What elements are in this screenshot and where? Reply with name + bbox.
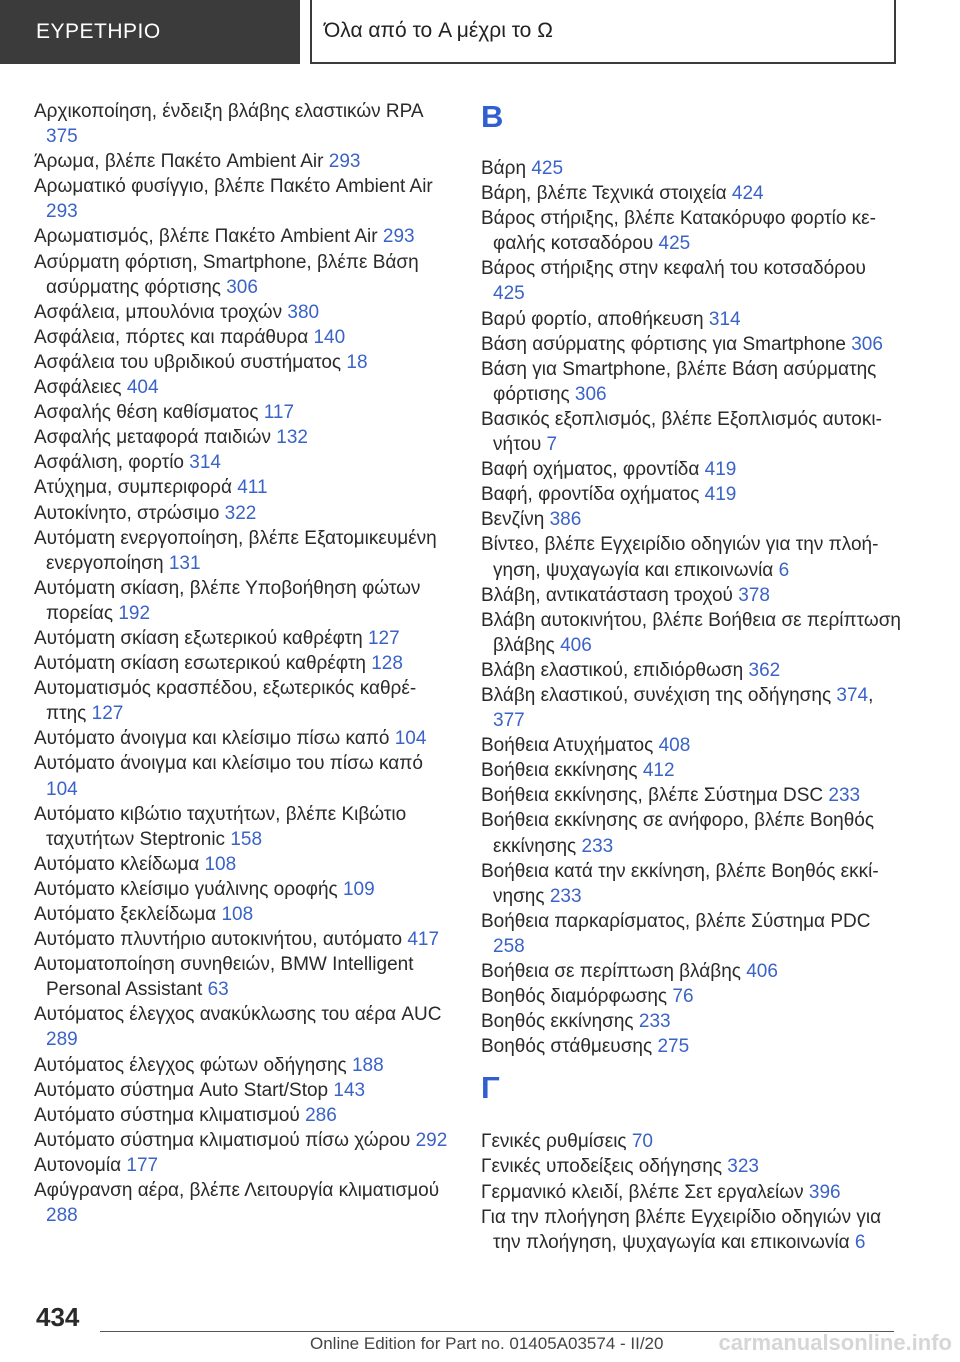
- index-entry: [481, 307, 901, 332]
- entry-term: Βαρύ φορτίο, αποθήκευση: [481, 308, 704, 330]
- page-reference-link[interactable]: 306: [851, 333, 883, 355]
- page-reference-link[interactable]: 109: [342, 878, 375, 900]
- index-entry: [34, 501, 450, 526]
- page-reference-link[interactable]: 412: [642, 760, 675, 782]
- index-entry: [481, 1009, 901, 1034]
- entry-term: Αυτόματο ξεκλείδωμα: [34, 904, 217, 925]
- page-reference-link[interactable]: 108: [204, 853, 237, 875]
- page-reference-link[interactable]: 362: [748, 659, 781, 681]
- entry-term: Αυτόματο κλείσιμο γυάλινης οροφής: [34, 878, 338, 900]
- page-reference-link[interactable]: 63: [207, 979, 229, 1001]
- entry-term: Αυτοματοποίηση συνηθειών, BMW Intelligent Personal Assistant: [34, 954, 414, 1001]
- index-entry: [481, 783, 901, 808]
- index-entry: [34, 475, 450, 500]
- index-entry: [34, 952, 450, 1002]
- entry-term: Γενικές υποδείξεις οδήγησης: [481, 1156, 722, 1178]
- index-entry: [34, 99, 450, 149]
- entry-term: Ασύρματη φόρτιση, Smartphone, βλέπε Βάση ασύρματης φόρτισης: [34, 251, 419, 298]
- section-tab: ΕΥΡΕΤΗΡΙΟ: [0, 0, 300, 64]
- entry-term: Βενζίνη: [481, 509, 545, 531]
- page-reference-link[interactable]: 377: [493, 710, 525, 732]
- entry-term: Βοήθεια κατά την εκκίνηση, βλέπε Βοηθός εκκίνησης: [481, 860, 879, 907]
- page-reference-link[interactable]: 411: [237, 477, 268, 499]
- page-reference-link[interactable]: 108: [221, 904, 254, 925]
- entry-term: Για την πλοήγηση βλέπε Εγχειρίδιο οδηγιών για την πλοήγηση, ψυχαγωγία και επικοινωνία: [481, 1206, 882, 1253]
- entry-term: Βασικός εξοπλισμός, βλέπε Εξοπλισμός αυτοκινήτου: [481, 408, 882, 456]
- index-entry: [481, 1034, 901, 1059]
- index-entry: [34, 802, 450, 852]
- index-entry: [481, 808, 901, 858]
- page-reference-link[interactable]: 417: [407, 929, 440, 951]
- entry-term: Αρωματικό φυσίγγιο, βλέπε Πακέτο Ambient Air: [34, 176, 433, 198]
- entry-term: Αφύγρανση αέρα, βλέπε Λειτουργία κλιματισμού: [34, 1180, 440, 1202]
- entry-term: Ασφάλεια, μπουλόνια τροχών: [34, 301, 283, 323]
- index-entry: [481, 859, 901, 909]
- page-reference-link[interactable]: 127: [91, 703, 124, 725]
- index-entry: [34, 325, 450, 350]
- index-entry: [34, 1103, 450, 1128]
- page-reference-link[interactable]: 293: [46, 201, 78, 223]
- index-entry: [481, 206, 901, 256]
- index-entry: [481, 758, 901, 783]
- index-entry: [34, 651, 450, 676]
- page-reference-link[interactable]: 233: [828, 785, 861, 807]
- entry-term: Βοήθεια εκκίνησης, βλέπε Σύστημα DSC: [481, 785, 824, 807]
- entry-term: Ασφάλιση, φορτίο: [34, 452, 184, 474]
- index-entry: [34, 1128, 450, 1153]
- page-reference-link[interactable]: 380: [287, 301, 320, 323]
- page-reference-link[interactable]: 378: [738, 584, 770, 606]
- entry-term: Ασφάλειες: [34, 377, 122, 399]
- index-entry: [34, 174, 450, 224]
- index-entry: [481, 407, 901, 457]
- entry-term: Βοήθεια Ατυχήματος: [481, 735, 654, 757]
- page-reference-link[interactable]: 128: [371, 653, 403, 675]
- entry-term: Βλάβη ελαστικού, επιδιόρθωση: [481, 659, 744, 681]
- page-reference-link[interactable]: 419: [704, 484, 737, 506]
- index-entry: [481, 733, 901, 758]
- entry-term: Βάρη: [481, 158, 527, 179]
- page-reference-link[interactable]: 424: [731, 183, 764, 205]
- page-reference-link[interactable]: 104: [46, 778, 78, 800]
- entry-term: Γενικές ρυθμίσεις: [481, 1131, 627, 1153]
- page-reference-link[interactable]: 7: [546, 434, 558, 456]
- index-entry: [481, 532, 901, 582]
- entry-term: Βλάβη, αντικατάσταση τροχού: [481, 584, 733, 606]
- entry-term: Αυτόματο κλείδωμα: [34, 853, 200, 875]
- entry-term: Αυτόματη σκίαση εξωτερικού καθρέφτη: [34, 627, 363, 649]
- page-reference-link[interactable]: 131: [168, 552, 201, 574]
- entry-term: Ασφάλεια, πόρτες και παράθυρα: [34, 326, 309, 348]
- entry-term: Αυτόματο σύστημα κλιματισμού: [34, 1104, 300, 1126]
- entry-term: Βίντεο, βλέπε Εγχειρίδιο οδηγιών για την πλοήγηση, ψυχαγωγία και επικοινωνία: [481, 534, 879, 581]
- page-reference-link[interactable]: 117: [263, 402, 295, 424]
- index-entry: Βλάβη ελαστικού, συνέχιση της οδήγησης 374, 377: [481, 684, 874, 732]
- entry-term: Βλάβη ελαστικού, συνέχιση της οδήγησης: [481, 684, 832, 706]
- page-reference-link[interactable]: 76: [672, 986, 694, 1008]
- entry-term: Αυτόματο σύστημα Auto Start/Stop: [34, 1079, 329, 1101]
- page-reference-link[interactable]: 408: [658, 735, 691, 757]
- entry-term: Άρωμα, βλέπε Πακέτο Ambient Air: [34, 151, 324, 173]
- page-reference-link[interactable]: 306: [574, 383, 607, 405]
- index-column-left: [34, 99, 450, 1228]
- entry-term: Αυτόματο άνοιγμα και κλείσιμο πίσω καπό: [34, 728, 390, 750]
- section-letter: B: [481, 99, 504, 134]
- page-reference-link[interactable]: 419: [704, 459, 737, 481]
- page-reference-link[interactable]: 425: [493, 283, 525, 305]
- page-reference-link[interactable]: 18: [346, 351, 368, 373]
- entry-term: Ασφάλεια του υβριδικού συστήματος: [34, 351, 342, 373]
- page-reference-link[interactable]: 177: [126, 1154, 159, 1176]
- entry-term: Ασφαλής θέση καθίσματος: [34, 402, 259, 424]
- page-reference-link[interactable]: 293: [328, 151, 361, 173]
- watermark-text: carmanualsonline.info: [718, 1330, 952, 1355]
- page-reference-link[interactable]: 404: [126, 377, 159, 399]
- page-reference-link[interactable]: 132: [276, 427, 308, 449]
- page-reference-link[interactable]: 323: [727, 1156, 759, 1178]
- page-reference-link[interactable]: 406: [560, 634, 592, 656]
- entry-term: Βάση για Smartphone, βλέπε Βάση ασύρματης φόρτισης: [481, 358, 877, 405]
- index-entry: [481, 1205, 901, 1255]
- entry-term: Ασφαλής μεταφορά παιδιών: [34, 427, 271, 449]
- index-entry: [34, 726, 450, 751]
- entry-term: Αρχικοποίηση, ένδειξη βλάβης ελαστικών RPA: [34, 101, 423, 122]
- entry-term: Βοήθεια παρκαρίσματος, βλέπε Σύστημα PDC: [481, 910, 871, 932]
- page-reference-link[interactable]: 292: [415, 1129, 448, 1151]
- page-reference-link[interactable]: 6: [854, 1231, 866, 1253]
- index-entry: [34, 576, 450, 626]
- index-entry: [34, 425, 450, 450]
- index-entry: [481, 482, 901, 507]
- page-reference-link[interactable]: 70: [631, 1131, 653, 1153]
- index-entry: [34, 877, 450, 902]
- entry-term: Αυτόματο κιβώτιο ταχυτήτων, βλέπε Κιβώτιο ταχυτήτων Steptronic: [34, 803, 407, 850]
- entry-term: Βοήθεια εκκίνησης: [481, 760, 638, 782]
- index-entry: [34, 250, 450, 300]
- entry-term: Αυτοματισμός κρασπέδου, εξωτερικός καθρέπτης: [34, 678, 417, 725]
- index-entry: [34, 1178, 450, 1228]
- entry-term: Βάρη, βλέπε Τεχνικά στοιχεία: [481, 183, 727, 205]
- entry-term: Βοήθεια σε περίπτωση βλάβης: [481, 961, 741, 982]
- page-reference-link[interactable]: 306: [226, 276, 258, 298]
- index-entry: [34, 224, 450, 249]
- page-reference-link[interactable]: 374: [836, 684, 869, 706]
- page-reference-link[interactable]: 158: [230, 828, 263, 850]
- entry-term: Βαφή οχήματος, φροντίδα: [481, 459, 700, 481]
- entry-term: Βοηθός διαμόρφωσης: [481, 986, 668, 1008]
- page-reference-link[interactable]: 425: [531, 158, 564, 179]
- entry-term: Αυτόματη σκίαση, βλέπε Υποβοήθηση φώτων πορείας: [34, 577, 421, 624]
- entry-term: Αυτόματο άνοιγμα και κλείσιμο του πίσω καπό: [34, 753, 423, 775]
- index-entry: [481, 332, 901, 357]
- entry-term: Αυτόματος έλεγχος φώτων οδήγησης: [34, 1054, 347, 1076]
- header-title: Όλα από το A μέχρι το Ω: [310, 0, 896, 64]
- entry-term: Αρωματισμός, βλέπε Πακέτο Ambient Air: [34, 226, 378, 248]
- section-letter: Γ: [481, 1070, 500, 1106]
- entry-term: Αυτόματο πλυντήριο αυτοκινήτου, αυτόματο: [34, 929, 403, 951]
- page-reference-link[interactable]: 314: [708, 308, 741, 330]
- index-entry: [481, 156, 901, 181]
- page-header: [0, 0, 960, 64]
- entry-term: Βοήθεια εκκίνησης σε ανήφορο, βλέπε Βοηθός εκκίνησης: [481, 810, 875, 857]
- index-entry: [481, 1180, 901, 1205]
- index-entry: [34, 626, 450, 651]
- entry-term: Αυτόματη σκίαση εσωτερικού καθρέφτη: [34, 653, 366, 675]
- entry-term: Αυτόματη ενεργοποίηση, βλέπε Εξατομικευμένη ενεργοποίηση: [34, 527, 437, 574]
- page-reference-link[interactable]: 258: [493, 935, 525, 957]
- page-reference-link[interactable]: 386: [549, 509, 582, 531]
- index-entry: [34, 149, 450, 174]
- page-reference-link[interactable]: 127: [367, 627, 400, 649]
- entry-term: Αυτόματος έλεγχος ανακύκλωσης του αέρα AUC: [34, 1004, 442, 1026]
- index-entry: [34, 526, 450, 576]
- index-entry: [481, 959, 901, 984]
- index-entry: [481, 181, 901, 206]
- index-entry: [481, 658, 901, 683]
- entry-term: Βοηθός εκκίνησης: [481, 1011, 634, 1033]
- entry-term: Γερμανικό κλειδί, βλέπε Σετ εργαλείων: [481, 1181, 804, 1203]
- index-entry: [34, 751, 450, 801]
- entry-term: Βοηθός στάθμευσης: [481, 1036, 653, 1058]
- entry-term: Βάση ασύρματης φόρτισης για Smartphone: [481, 333, 846, 355]
- index-entry: [34, 1002, 450, 1052]
- entry-term: Βαφή, φροντίδα οχήματος: [481, 484, 700, 506]
- entry-term: Βάρος στήριξης, βλέπε Κατακόρυφο φορτίο κεφαλής κοτσαδόρου: [481, 208, 876, 255]
- index-entry: [481, 507, 901, 532]
- index-entry: [481, 909, 901, 959]
- entry-term: Αυτονομία: [34, 1154, 122, 1176]
- entry-term: Αυτοκίνητο, στρώσιμο: [34, 502, 220, 524]
- index-entry: [34, 450, 450, 475]
- index-entry: [34, 400, 450, 425]
- page-reference-link[interactable]: 233: [581, 835, 614, 857]
- page-reference-link[interactable]: 6: [778, 559, 790, 581]
- index-entry: [34, 852, 450, 877]
- index-entry: [34, 1078, 450, 1103]
- page-reference-link[interactable]: 375: [46, 126, 78, 148]
- page-reference-link[interactable]: 288: [46, 1205, 78, 1227]
- page-reference-link[interactable]: 233: [638, 1011, 671, 1033]
- index-entry: [34, 902, 450, 927]
- index-entry: [481, 608, 901, 658]
- index-entry: [34, 1153, 450, 1178]
- index-entry: [481, 357, 901, 407]
- index-entry: [34, 1053, 450, 1078]
- edition-text: Online Edition for Part no. 01405A03574 - II/20: [310, 1334, 664, 1353]
- page-reference-link[interactable]: 275: [657, 1036, 690, 1058]
- page-reference-link[interactable]: 425: [658, 233, 691, 255]
- page-reference-link[interactable]: 233: [549, 885, 582, 907]
- index-entry: [34, 300, 450, 325]
- index-entry: [481, 1129, 901, 1154]
- page-reference-link[interactable]: 396: [808, 1181, 841, 1203]
- entry-term: Βλάβη αυτοκινήτου, βλέπε Βοήθεια σε περίπτωση βλάβης: [481, 609, 902, 656]
- page-reference-link[interactable]: 192: [118, 602, 151, 624]
- page-reference-link[interactable]: 286: [305, 1104, 337, 1126]
- index-entry: [34, 676, 450, 726]
- page-reference-link[interactable]: 188: [351, 1054, 384, 1076]
- page-number: 434: [36, 1302, 80, 1332]
- index-entry: [481, 457, 901, 482]
- index-column-right: [481, 99, 901, 1255]
- index-entry: [481, 1154, 901, 1179]
- index-entry: [481, 256, 901, 306]
- page-reference-link[interactable]: 140: [313, 326, 346, 348]
- page-reference-link[interactable]: 322: [224, 502, 257, 524]
- page-reference-link[interactable]: 143: [333, 1079, 366, 1101]
- entry-term: Βάρος στήριξης στην κεφαλή του κοτσαδόρου: [481, 258, 866, 280]
- page-reference-link[interactable]: 289: [46, 1029, 78, 1051]
- page-reference-link[interactable]: 104: [394, 728, 427, 750]
- page-reference-link[interactable]: 293: [382, 226, 415, 248]
- index-entry: [34, 375, 450, 400]
- index-entry: [481, 984, 901, 1009]
- index-entry: [481, 583, 901, 608]
- page-reference-link[interactable]: 314: [189, 452, 221, 474]
- index-entry: [34, 350, 450, 375]
- index-entry: [34, 927, 450, 952]
- entry-term: Αυτόματο σύστημα κλιματισμού πίσω χώρου: [34, 1129, 411, 1151]
- page-reference-link[interactable]: 406: [746, 961, 778, 982]
- entry-term: Ατύχημα, συμπεριφορά: [34, 477, 232, 499]
